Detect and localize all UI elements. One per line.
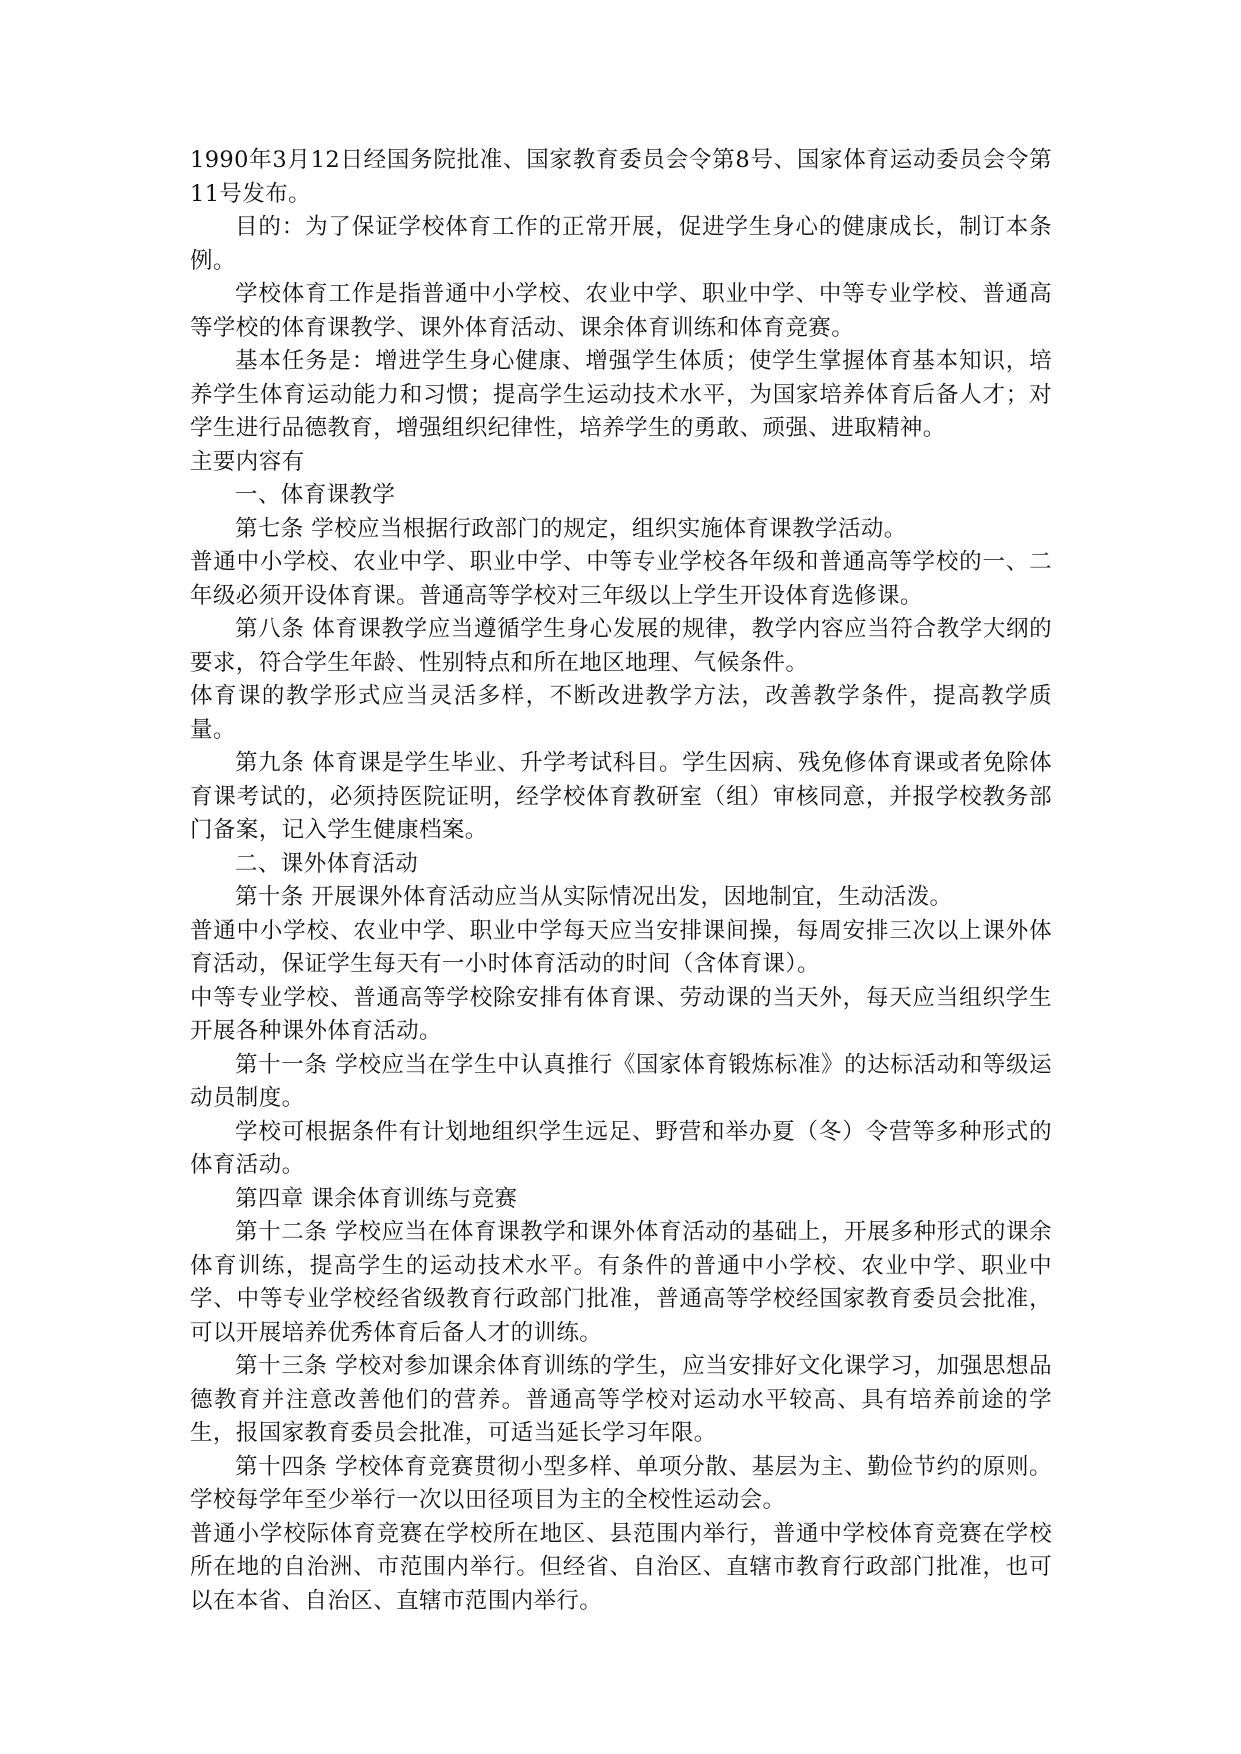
paragraph: 普通中小学校、农业中学、职业中学、中等专业学校各年级和普通高等学校的一、二年级必须开设体育课。普通高等学校对三年级以上学生开设体育选修课。 — [190, 549, 1052, 609]
paragraph: 中等专业学校、普通高等学校除安排有体育课、劳动课的当天外，每天应当组织学生开展各种课外体育活动。 — [190, 984, 1052, 1044]
paragraph: 一、体育课教学 — [235, 482, 396, 508]
paragraph: 二、课外体育活动 — [235, 850, 419, 877]
paragraph: 第十二条 学校应当在体育课教学和课外体育活动的基础上，开展多种形式的课余体育训练，提高学生的运动技术水平。有条件的普通中小学校、农业中学、职业中学、中等专业学校经省级教育行政部门批准，普通高等学校经国家教育委员会批准，可以开展培养优秀体育后备人才的训练。 — [190, 1219, 1052, 1346]
paragraph: 目的：为了保证学校体育工作的正常开展，促进学生身心的健康成长，制订本条例。 — [190, 214, 1052, 274]
paragraph: 第七条 学校应当根据行政部门的规定，组织实施体育课教学活动。 — [235, 515, 907, 542]
paragraph: 普通中小学校、农业中学、职业中学每天应当安排课间操，每周安排三次以上课外体育活动，保证学生每天有一小时体育活动的时间（含体育课）。 — [190, 917, 1052, 977]
document-body — [190, 144, 1052, 1618]
paragraph: 主要内容有 — [190, 448, 305, 475]
paragraph: 基本任务是：增进学生身心健康、增强学生体质；使学生掌握体育基本知识，培养学生体育运动能力和习惯；提高学生运动技术水平，为国家培养体育后备人才；对学生进行品德教育，增强组织纪律性，培养学生的勇敢、顽强、进取精神。 — [190, 348, 1052, 441]
paragraph: 第九条 体育课是学生毕业、升学考试科目。学生因病、残免修体育课或者免除体育课考试的，必须持医院证明，经学校体育教研室（组）审核同意，并报学校教务部门备案，记入学生健康档案。 — [190, 750, 1052, 843]
paragraph: 第八条 体育课教学应当遵循学生身心发展的规律，教学内容应当符合教学大纲的要求，符合学生年龄、性别特点和所在地区地理、气候条件。 — [190, 616, 1052, 676]
paragraph: 第十一条 学校应当在学生中认真推行《国家体育锻炼标准》的达标活动和等级运动员制度。 — [190, 1051, 1052, 1111]
paragraph: 普通小学校际体育竞赛在学校所在地区、县范围内举行，普通中学校体育竞赛在学校所在地的自治洲、市范围内举行。但经省、自治区、直辖市教育行政部门批准，也可以在本省、自治区、直辖市范围内举行。 — [190, 1520, 1052, 1614]
paragraph: 学校体育工作是指普通中小学校、农业中学、职业中学、中等专业学校、普通高等学校的体育课教学、课外体育活动、课余体育训练和体育竞赛。 — [190, 281, 1052, 341]
paragraph: 1990年3月12日经国务院批准、国家教育委员会令第8号、国家体育运动委员会令第11号发布。 — [190, 147, 1052, 207]
paragraph: 第十四条 学校体育竞赛贯彻小型多样、单项分散、基层为主、勤俭节约的原则。学校每学年至少举行一次以田径项目为主的全校性运动会。 — [190, 1453, 1052, 1513]
paragraph: 第四章 课余体育训练与竞赛 — [235, 1185, 518, 1212]
paragraph: 体育课的教学形式应当灵活多样，不断改进教学方法，改善教学条件，提高教学质量。 — [190, 683, 1052, 743]
paragraph: 第十条 开展课外体育活动应当从实际情况出发，因地制宜，生动活泼。 — [235, 884, 953, 910]
paragraph: 第十三条 学校对参加课余体育训练的学生，应当安排好文化课学习，加强思想品德教育并注意改善他们的营养。普通高等学校对运动水平较高、具有培养前途的学生，报国家教育委员会批准，可适当延长学习年限。 — [190, 1353, 1052, 1446]
paragraph: 学校可根据条件有计划地组织学生远足、野营和举办夏（冬）令营等多种形式的体育活动。 — [190, 1118, 1052, 1178]
